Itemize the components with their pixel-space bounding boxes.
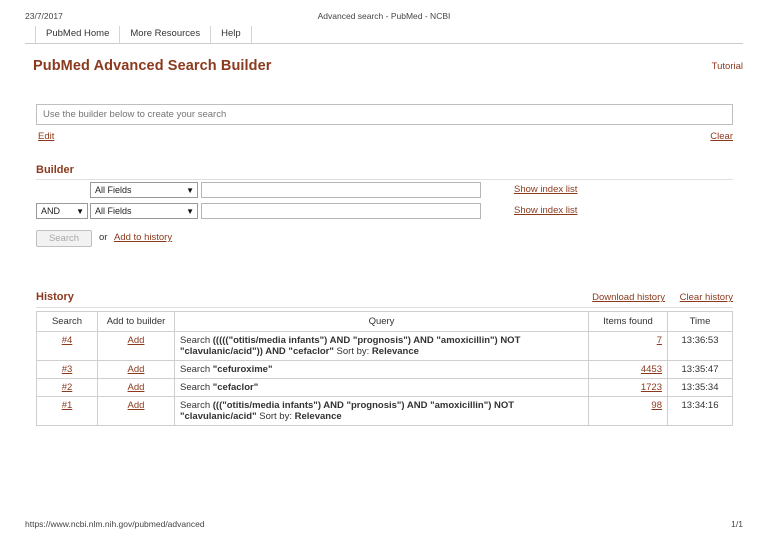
history-items-cell [589, 361, 668, 379]
builder-row [36, 203, 733, 223]
history-title: History [36, 291, 74, 303]
table-row [37, 361, 733, 379]
table-row [37, 397, 733, 426]
table-header-row [37, 312, 733, 332]
clear-history-link[interactable]: Clear history [679, 292, 733, 303]
or-label: or [99, 232, 108, 243]
history-add-link[interactable]: Add [127, 382, 145, 393]
chevron-down-icon: ▼ [186, 207, 194, 216]
history-items-link[interactable]: 7 [656, 335, 662, 346]
history-time: 13:34:16 [668, 397, 733, 426]
history-items-link[interactable]: 4453 [640, 364, 662, 375]
tutorial-link[interactable]: Tutorial [711, 61, 743, 72]
history-query-term: "cefaclor" [212, 382, 259, 393]
builder-section-title: Builder [36, 164, 733, 180]
history-query-cell [175, 332, 589, 361]
print-document-title: Advanced search - PubMed - NCBI [317, 11, 451, 21]
search-actions [36, 131, 733, 145]
history-time: 13:35:34 [668, 379, 733, 397]
history-sort-label: Sort by: [259, 411, 292, 422]
footer-page-number: 1/1 [731, 519, 743, 529]
history-items-cell [589, 379, 668, 397]
chevron-down-icon: ▼ [186, 186, 194, 195]
nav-tab-list [35, 26, 252, 43]
history-query-term: "cefuroxime" [212, 364, 273, 375]
navigation-bar [25, 26, 743, 44]
history-search-number [37, 379, 98, 397]
history-add-cell [98, 361, 175, 379]
history-search-link[interactable]: #1 [61, 400, 73, 411]
builder-field-select-2-value: All Fields [95, 206, 132, 216]
history-query-cell [175, 361, 589, 379]
history-query-cell [175, 397, 589, 426]
history-sort-value: Relevance [371, 346, 419, 357]
download-history-link[interactable]: Download history [592, 292, 665, 303]
history-section-header [36, 291, 733, 308]
history-query-prefix: Search [180, 400, 211, 411]
nav-tab-pubmed-home[interactable]: PubMed Home [35, 26, 120, 43]
history-search-link[interactable]: #4 [61, 335, 73, 346]
history-time: 13:35:47 [668, 361, 733, 379]
history-query-term: ((((("otitis/media infants") AND "prognosis") AND "amoxicillin") NOT "clavulanic/acid")) AND "cefaclor" [180, 335, 521, 357]
history-query-prefix: Search [180, 364, 211, 375]
history-query-prefix: Search [180, 335, 211, 346]
builder-field-select-1-value: All Fields [95, 185, 132, 195]
history-sort-label: Sort by: [336, 346, 370, 357]
builder-boolean-select-2[interactable] [36, 203, 88, 219]
history-query-term: ((("otitis/media infants") AND "prognosis") AND "amoxicillin") NOT "clavulanic/acid" [180, 400, 515, 422]
show-index-list-link-2[interactable]: Show index list [514, 205, 578, 216]
history-items-cell [589, 332, 668, 361]
builder-action-row [36, 230, 733, 250]
history-table [36, 311, 733, 426]
builder-field-select-1[interactable] [90, 182, 198, 198]
table-row [37, 379, 733, 397]
title-row [33, 58, 743, 78]
nav-tab-help[interactable]: Help [211, 26, 252, 43]
builder-boolean-select-2-value: AND [41, 206, 61, 216]
chevron-down-icon: ▼ [76, 207, 84, 216]
search-input[interactable] [36, 104, 733, 125]
history-add-link[interactable]: Add [127, 364, 145, 375]
history-add-link[interactable]: Add [127, 400, 145, 411]
nav-tab-more-resources[interactable]: More Resources [120, 26, 211, 43]
print-footer [0, 519, 768, 531]
edit-link[interactable]: Edit [38, 131, 55, 142]
footer-url: https://www.ncbi.nlm.nih.gov/pubmed/advanced [25, 519, 205, 529]
page-title: PubMed Advanced Search Builder [33, 58, 272, 74]
history-items-link[interactable]: 98 [651, 400, 662, 411]
column-header-search: Search [37, 312, 98, 332]
history-add-link[interactable]: Add [127, 335, 145, 346]
history-search-link[interactable]: #2 [61, 382, 73, 393]
history-add-cell [98, 379, 175, 397]
builder-term-input-1[interactable] [201, 182, 481, 198]
history-search-number [37, 361, 98, 379]
builder-term-input-2[interactable] [201, 203, 481, 219]
column-header-time: Time [668, 312, 733, 332]
table-row [37, 332, 733, 361]
history-add-cell [98, 397, 175, 426]
history-add-cell [98, 332, 175, 361]
history-search-link[interactable]: #3 [61, 364, 73, 375]
history-query-prefix: Search [180, 382, 211, 393]
history-time: 13:36:53 [668, 332, 733, 361]
column-header-query: Query [175, 312, 589, 332]
print-header [0, 11, 768, 25]
history-items-cell [589, 397, 668, 426]
history-search-number [37, 332, 98, 361]
builder-row [36, 182, 733, 202]
builder-field-select-2[interactable] [90, 203, 198, 219]
add-to-history-link[interactable]: Add to history [114, 232, 173, 243]
clear-link[interactable]: Clear [710, 131, 733, 142]
history-sort-value: Relevance [294, 411, 342, 422]
search-box-wrapper [36, 104, 733, 125]
history-query-cell [175, 379, 589, 397]
builder-rows [36, 182, 733, 224]
history-items-link[interactable]: 1723 [640, 382, 662, 393]
show-index-list-link-1[interactable]: Show index list [514, 184, 578, 195]
column-header-items-found: Items found [589, 312, 668, 332]
search-button[interactable]: Search [36, 230, 92, 247]
history-search-number [37, 397, 98, 426]
column-header-add-to-builder: Add to builder [98, 312, 175, 332]
print-date: 23/7/2017 [25, 11, 63, 21]
